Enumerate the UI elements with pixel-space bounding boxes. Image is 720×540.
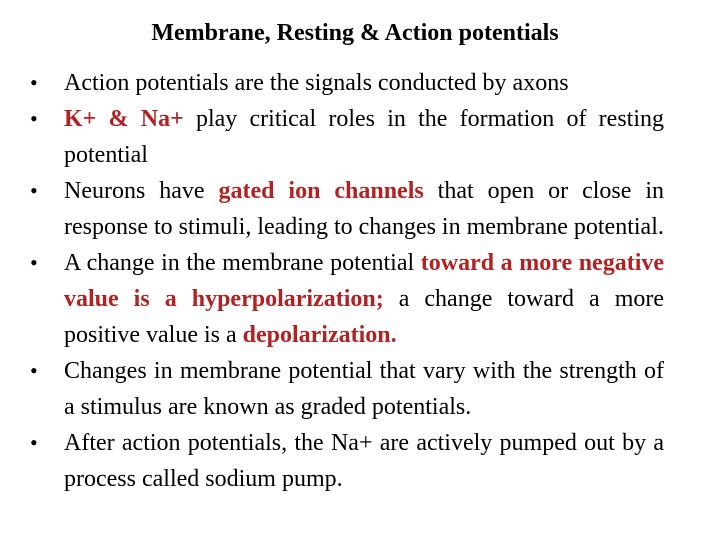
bullet-text: A change in the membrane potential (64, 250, 421, 276)
bullet-item-4 (30, 245, 664, 353)
bullet-text: After action potentials, the Na+ are actively pumped out by a process called sodium pump. (64, 430, 664, 492)
bullet-dot-icon: • (30, 358, 38, 383)
slide-title: Membrane, Resting & Action potentials (151, 20, 559, 46)
bullet-item-3 (30, 173, 664, 245)
bullet-text: Neurons have (64, 178, 219, 204)
bullet-item-6 (30, 425, 664, 497)
ions-highlight: K+ & Na+ (64, 106, 184, 132)
bullet-item-1 (30, 65, 664, 101)
bullet-text: Action potentials are the signals conducted by axons (64, 70, 569, 96)
bullet-item-5 (30, 353, 664, 425)
bullet-text: a change toward a more positive value is a (64, 286, 665, 348)
bullet-dot-icon: • (30, 430, 38, 455)
bullet-dot-icon: • (30, 70, 38, 95)
bullet-text: that open or close in response to stimuli, leading to changes in membrane potential. (64, 178, 664, 240)
depolarization-highlight: depolarization. (242, 322, 397, 348)
bullet-list (30, 65, 664, 497)
bullet-dot-icon: • (30, 106, 38, 131)
bullet-text: play critical roles in the formation of resting potential (64, 106, 664, 168)
gated-channels-highlight: gated ion channels (218, 178, 424, 204)
bullet-text: Changes in membrane potential that vary with the strength of a stimulus are known as graded potentials. (64, 358, 664, 420)
bullet-item-2 (30, 101, 664, 173)
bullet-dot-icon: • (30, 178, 38, 203)
bullet-dot-icon: • (30, 250, 38, 275)
hyperpolarization-highlight: toward a more negative value is a hyperpolarization; (64, 250, 665, 312)
